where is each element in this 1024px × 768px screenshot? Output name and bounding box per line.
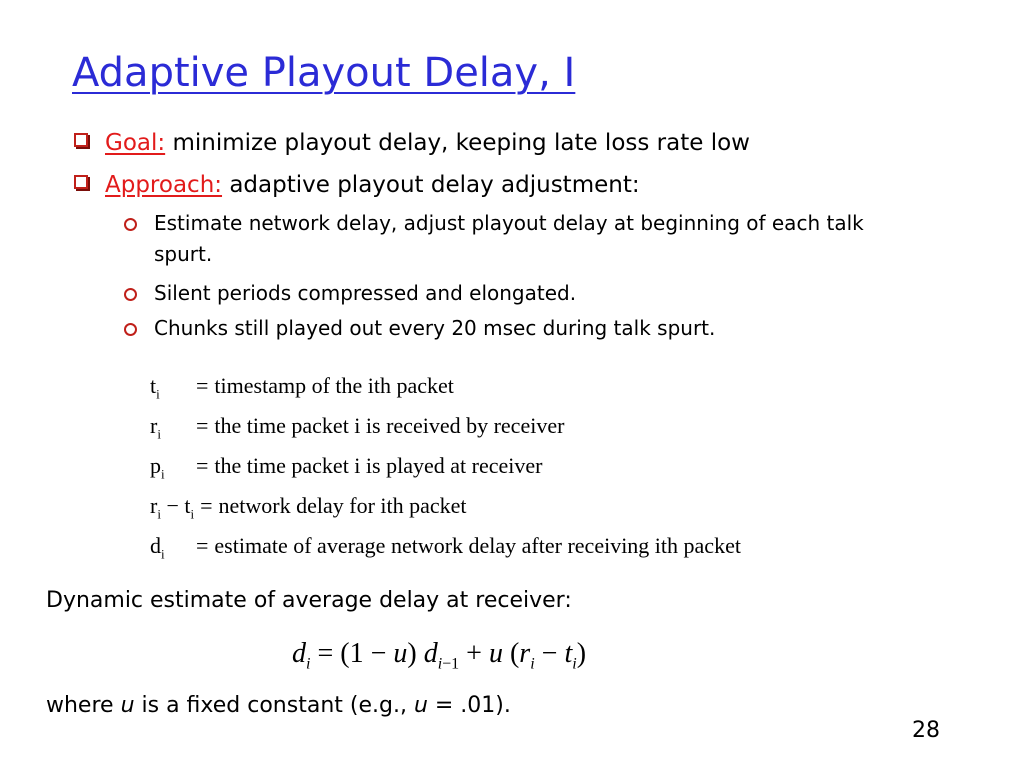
def-text: the time packet i is played at receiver — [214, 453, 543, 478]
def-text: timestamp of the ith packet — [214, 373, 454, 398]
def-subscript: i — [157, 426, 161, 442]
def-symbol: r — [150, 413, 158, 438]
bullet-label: Approach: — [105, 172, 223, 198]
sub-bullet-text: Estimate network delay, adjust playout delay at beginning of each talk spurt. — [154, 211, 864, 266]
where-variable: u — [413, 693, 428, 718]
def-text: estimate of average network delay after receiving ith packet — [214, 533, 741, 558]
estimate-label: Dynamic estimate of average delay at receiver: — [46, 588, 572, 613]
def-symbol: r — [150, 493, 158, 518]
formula-text: $d_i = (1 - u) d_{i-1} + u$ $(r_i - t_i)$ — [292, 638, 587, 673]
circle-bullet-icon — [124, 288, 137, 301]
definition-row: $r_i$ = the time packet i is received by receiver — [150, 413, 565, 442]
where-note — [46, 693, 511, 718]
bullet-text: minimize playout delay, keeping late loss rate low — [165, 130, 750, 156]
definition-row: $t_i$ = timestamp of the ith packet — [150, 373, 454, 402]
where-end: = .01). — [427, 693, 511, 718]
def-text: the time packet i is received by receiver — [214, 413, 565, 438]
circle-bullet-icon — [124, 323, 137, 336]
def-subscript: i — [190, 506, 195, 522]
def-text: network delay for ith packet — [218, 493, 467, 518]
def-symbol: d — [150, 533, 161, 558]
sub-bullet-text: Silent periods compressed and elongated. — [154, 281, 577, 305]
slide-title: Adaptive Playout Delay, I — [72, 50, 576, 96]
def-symbol-minus: − t — [160, 493, 191, 518]
def-symbol: t — [150, 373, 157, 398]
def-subscript: i — [161, 466, 165, 482]
definition-row: $r_i - t_i$ = network delay for ith packet — [150, 493, 467, 522]
def-subscript: i — [157, 506, 161, 522]
definition-row: $d_i$ = estimate of average network delay after receiving ith packet — [150, 533, 741, 562]
square-bullet-icon — [74, 133, 88, 147]
def-subscript: i — [161, 546, 165, 562]
circle-bullet-icon — [124, 218, 137, 231]
page-number: 28 — [912, 718, 940, 743]
def-subscript: i — [156, 386, 160, 402]
where-prefix: where — [46, 693, 121, 718]
definitions-block — [150, 370, 741, 570]
bullet-approach — [74, 172, 640, 198]
def-symbol: p — [150, 453, 161, 478]
bullet-goal — [74, 130, 750, 156]
sub-bullet-text: Chunks still played out every 20 msec during talk spurt. — [154, 316, 716, 340]
where-mid: is a fixed constant (e.g., — [134, 693, 414, 718]
where-variable: u — [120, 693, 135, 718]
delay-formula — [292, 638, 586, 674]
square-bullet-icon — [74, 175, 88, 189]
definition-row: $p_i$ = the time packet i is played at receiver — [150, 453, 543, 482]
bullet-text: adaptive playout delay adjustment: — [222, 172, 640, 198]
bullet-label: Goal: — [105, 130, 166, 156]
